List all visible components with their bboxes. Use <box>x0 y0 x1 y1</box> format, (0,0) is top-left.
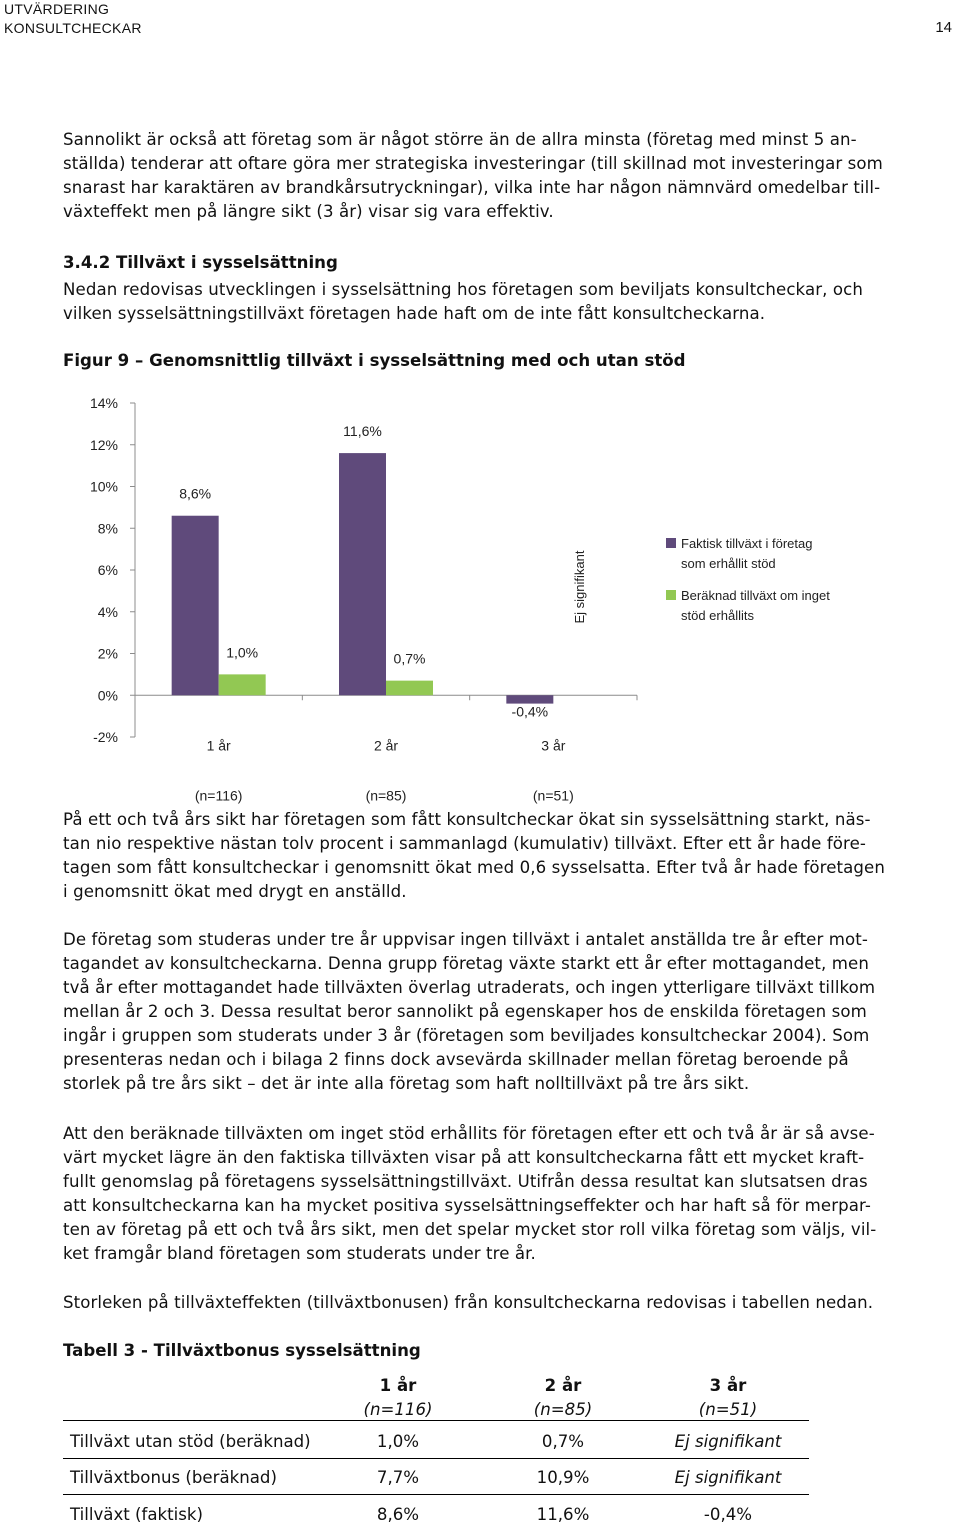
table-cell: 0,7% <box>541 1432 585 1451</box>
table-col-header-2: 2 år <box>544 1376 582 1395</box>
data-label: -0,4% <box>511 703 549 720</box>
y-tick-label: 8% <box>97 520 118 537</box>
table-cell: 11,6% <box>536 1505 590 1524</box>
running-header <box>4 0 142 38</box>
paragraph-4: De företag som studeras under tre år uppvisar ingen tillväxt i antalet anställda tre år efter mot- tagandet av konsultcheckarna. Denna grupp företag växte starkt ett år efter mottagandet, men två år efter mottagandet hade tillväxten överlag utraderats, och ingen ytterligare tillväxt tillkom mellan år 2 och 3. Dessa resultat beror sannolikt på egenskaper hos de enskilda företagen som ingår i gruppen som studerats under 3 år (företagen som beviljades konsultcheckar 2004). Som presenteras nedan och i bilaga 2 finns dock avsevärda skillnader mellan företag beroende på storlek på tre års sikt – det är inte alla företag som haft nolltillväxt på tre års sikt. <box>63 930 876 1093</box>
y-tick-label: 0% <box>97 687 118 704</box>
y-tick-label: 12% <box>89 436 118 453</box>
table-col-n-1: (n=116) <box>363 1400 433 1419</box>
not-significant-annotation: Ej signifikant <box>572 550 587 624</box>
y-tick-label: 2% <box>97 645 118 662</box>
legend-swatch-actual <box>666 538 676 548</box>
table-title: Tabell 3 - Tillväxtbonus sysselsättning <box>63 1341 421 1360</box>
header-line-2: KONSULTCHECKAR <box>4 20 142 36</box>
legend-swatch-estimated <box>666 590 676 600</box>
bar-actual <box>339 453 386 695</box>
table-col-n-2: (n=85) <box>533 1400 593 1419</box>
paragraph-2: Nedan redovisas utvecklingen i sysselsättning hos företagen som beviljats konsultcheckar, och vilken sysselsättningstillväxt företagen hade haft om de inte fått konsultcheckarna. <box>63 280 863 323</box>
table-rule <box>63 1420 809 1421</box>
y-tick-label: 6% <box>97 562 118 578</box>
table-rule <box>63 1494 809 1495</box>
table-col-header-1: 1 år <box>379 1376 417 1395</box>
x-category-n-label: (n=116) <box>194 787 243 804</box>
legend-label: Faktisk tillväxt i företag som erhållit stöd <box>681 536 813 571</box>
x-category-label: 1 år <box>206 737 231 754</box>
header-line-1: UTVÄRDERING <box>4 1 110 17</box>
paragraph-6: Storleken på tillväxteffekten (tillväxtbonusen) från konsultcheckarna redovisas i tabellen nedan. <box>63 1293 874 1312</box>
table-cell: 8,6% <box>376 1505 420 1524</box>
table-row-label: Tillväxtbonus (beräknad) <box>70 1468 277 1487</box>
x-category-n-label: (n=85) <box>365 787 407 804</box>
bar-estimated <box>386 681 433 696</box>
y-tick-label: 4% <box>97 603 118 620</box>
table-row-label: Tillväxt (faktisk) <box>70 1505 203 1524</box>
table-cell: -0,4% <box>703 1505 753 1524</box>
table-rule <box>63 1458 809 1459</box>
paragraph-5: Att den beräknade tillväxten om inget stöd erhållits för företagen efter ett och två år är så avse- värt mycket lägre än den faktiska tillväxten visar på att konsultcheckarna fått ett mycket kraft- fullt genomslag på företagens sysselsättningstillväxt. Utifrån dessa resultat kan slutsatsen dras att konsultcheckarna kan ha mycket positiva sysselsättningseffekter och har haft så för merpar- ten av företag på ett och två års sikt, men det spelar mycket stor roll vilka företag som väljs, vil- ket framgår bland företagen som studerats under tre år. <box>63 1124 877 1263</box>
bar-estimated <box>219 674 266 695</box>
y-tick-label: 14% <box>89 395 118 411</box>
table-cell: Ej signifikant <box>674 1432 782 1451</box>
paragraph-1: Sannolikt är också att företag som är något större än de allra minsta (företag med minst 5 an- ställda) tenderar att oftare göra mer strategiska investeringar (till skillnad mot investeringar som snarast har karaktären av brandkårsutryckningar), vilka inte har någon nämnvärd omedelbar till- växteffekt men på längre sikt (3 år) visar sig vara effektiv. <box>63 130 883 221</box>
section-heading: 3.4.2 Tillväxt i sysselsättning <box>63 253 338 272</box>
table-cell: 1,0% <box>376 1432 420 1451</box>
data-label: 11,6% <box>343 423 382 440</box>
table-cell: 10,9% <box>536 1468 590 1487</box>
page-number: 14 <box>935 19 952 36</box>
table-col-header-3: 3 år <box>709 1376 747 1395</box>
figure-title: Figur 9 – Genomsnittlig tillväxt i sysselsättning med och utan stöd <box>63 351 686 370</box>
table-cell: Ej signifikant <box>674 1468 782 1487</box>
table-cell: 7,7% <box>376 1468 420 1487</box>
y-tick-label: -2% <box>93 729 118 745</box>
data-label: 1,0% <box>226 644 259 661</box>
x-category-label: 3 år <box>541 737 566 754</box>
legend-label: Beräknad tillväxt om inget stöd erhållits <box>681 588 830 623</box>
table-col-n-3: (n=51) <box>698 1400 758 1419</box>
y-tick-label: 10% <box>89 478 118 495</box>
employment-growth-chart <box>0 380 960 804</box>
table-row-label: Tillväxt utan stöd (beräknad) <box>70 1432 311 1451</box>
bar-actual <box>172 516 219 696</box>
data-label: 0,7% <box>393 650 426 667</box>
x-category-label: 2 år <box>373 737 399 754</box>
x-category-n-label: (n=51) <box>532 787 574 804</box>
paragraph-3: På ett och två års sikt har företagen som fått konsultcheckar ökat sin sysselsättning starkt, näs- tan nio respektive nästan tolv procent i sammanlagd (kumulativ) tillväxt. Efter ett år hade före- tagen som fått konsultcheckar i genomsnitt ökat med 0,6 sysselsatta. Efter två år hade företagen i genomsnitt ökat med drygt en anställd. <box>63 810 885 901</box>
data-label: 8,6% <box>179 485 212 502</box>
